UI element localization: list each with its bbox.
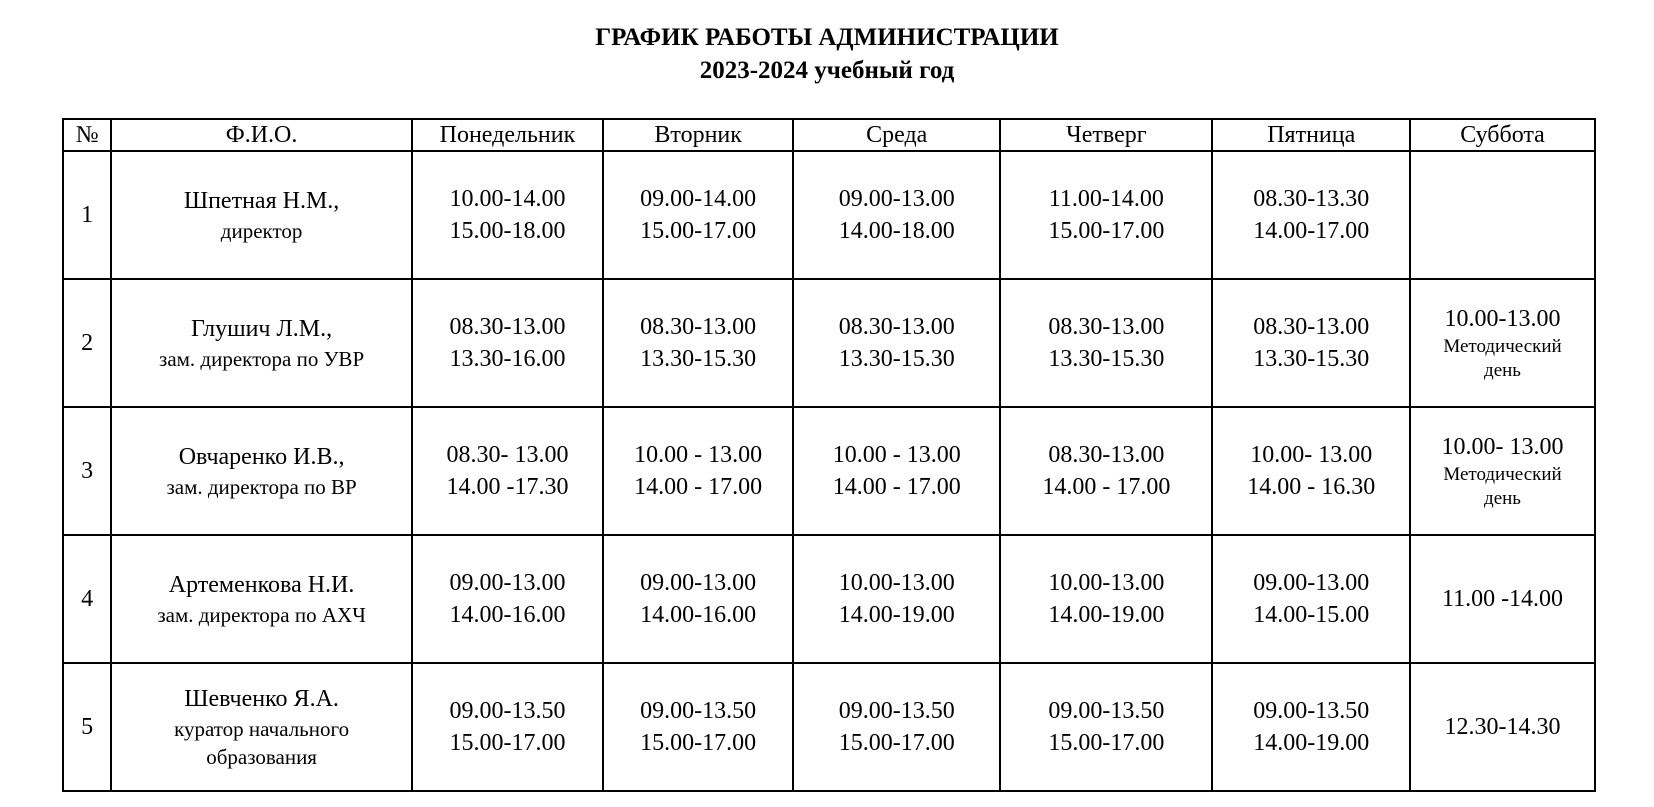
schedule-cell-friday [1212, 535, 1410, 663]
time-range: 09.00-13.00 [1253, 570, 1370, 596]
time-range: 14.00-19.00 [1253, 730, 1370, 756]
document-title: ГРАФИК РАБОТЫ АДМИНИСТРАЦИИ [595, 24, 1059, 51]
saturday-note: день [1484, 360, 1521, 381]
schedule-cell-friday [1212, 407, 1410, 535]
time-range: 15.00-17.00 [640, 730, 757, 756]
employee-position: зам. директора по АХЧ [157, 603, 366, 627]
time-range: 08.30-13.30 [1253, 186, 1370, 212]
time-range: 13.30-15.30 [1048, 346, 1165, 372]
time-range: 10.00-14.00 [449, 186, 566, 212]
employee-position: образования [206, 745, 317, 769]
employee-cell [111, 535, 412, 663]
employee-cell [111, 279, 412, 407]
time-range: 14.00 -17.30 [446, 474, 569, 500]
row-number: 4 [63, 535, 111, 663]
time-range: 15.00-18.00 [449, 218, 566, 244]
employee-cell [111, 663, 412, 791]
header-wednesday: Среда [793, 119, 1000, 151]
time-range: 11.00-14.00 [1048, 186, 1164, 212]
schedule-cell-tuesday [603, 279, 793, 407]
time-range: 09.00-14.00 [640, 186, 757, 212]
document-subtitle: 2023-2024 учебный год [699, 57, 955, 84]
saturday-note: день [1484, 488, 1521, 509]
schedule-body [63, 151, 1595, 791]
time-range: 14.00-19.00 [1048, 602, 1165, 628]
header-num: № [63, 119, 111, 151]
time-range: 08.30-13.00 [1253, 314, 1370, 340]
time-range: 09.00-13.50 [640, 698, 757, 724]
time-range: 09.00-13.00 [838, 186, 955, 212]
schedule-cell-friday [1212, 151, 1410, 279]
schedule-cell-wednesday [793, 151, 1000, 279]
time-range: 13.30-15.30 [640, 346, 757, 372]
schedule-cell-tuesday [603, 407, 793, 535]
time-range: 08.30-13.00 [640, 314, 757, 340]
schedule-cell-monday [412, 407, 603, 535]
time-range: 10.00-13.00 [1444, 306, 1561, 332]
time-range: 10.00-13.00 [1048, 570, 1165, 596]
header-saturday: Суббота [1410, 119, 1595, 151]
saturday-note: Методический [1443, 336, 1562, 357]
time-range: 14.00-15.00 [1253, 602, 1370, 628]
employee-position: зам. директора по УВР [159, 347, 365, 371]
schedule-cell-monday [412, 535, 603, 663]
schedule-cell-monday [412, 279, 603, 407]
schedule-cell-monday [412, 663, 603, 791]
time-range: 14.00 - 17.00 [1042, 474, 1171, 500]
time-range: 08.30- 13.00 [446, 442, 569, 468]
schedule-cell-wednesday [793, 407, 1000, 535]
header-tuesday: Вторник [603, 119, 793, 151]
table-row [63, 535, 1595, 663]
header-row [63, 119, 1595, 151]
employee-position: директор [220, 219, 303, 243]
header-thursday: Четверг [1000, 119, 1212, 151]
schedule-cell-saturday [1410, 407, 1595, 535]
schedule-cell-saturday [1410, 279, 1595, 407]
time-range: 13.30-15.30 [838, 346, 955, 372]
schedule-cell-tuesday [603, 151, 793, 279]
schedule-cell-saturday [1410, 151, 1595, 279]
time-range: 09.00-13.00 [640, 570, 757, 596]
header-friday: Пятница [1212, 119, 1410, 151]
time-range: 10.00- 13.00 [1441, 434, 1564, 460]
row-number: 3 [63, 407, 111, 535]
time-range: 10.00 - 13.00 [832, 442, 961, 468]
time-range: 14.00-16.00 [449, 602, 566, 628]
employee-name: Шпетная Н.М., [183, 188, 340, 214]
time-range: 12.30-14.30 [1444, 714, 1561, 740]
schedule-cell-friday [1212, 663, 1410, 791]
employee-position: куратор начального [174, 717, 350, 741]
time-range: 14.00-19.00 [838, 602, 955, 628]
time-range: 08.30-13.00 [838, 314, 955, 340]
time-range: 13.30-15.30 [1253, 346, 1370, 372]
schedule-cell-wednesday [793, 535, 1000, 663]
schedule-cell-tuesday [603, 663, 793, 791]
schedule-cell-saturday [1410, 663, 1595, 791]
time-range: 15.00-17.00 [838, 730, 955, 756]
schedule-cell-tuesday [603, 535, 793, 663]
table-row [63, 407, 1595, 535]
header-monday: Понедельник [412, 119, 603, 151]
table-row [63, 663, 1595, 791]
schedule-cell-thursday [1000, 279, 1212, 407]
time-range: 09.00-13.00 [449, 570, 566, 596]
schedule-cell-thursday [1000, 407, 1212, 535]
time-range: 14.00 - 17.00 [832, 474, 961, 500]
schedule-cell-friday [1212, 279, 1410, 407]
time-range: 13.30-16.00 [449, 346, 566, 372]
row-number: 2 [63, 279, 111, 407]
time-range: 15.00-17.00 [1048, 730, 1165, 756]
schedule-table [62, 118, 1596, 792]
time-range: 14.00-17.00 [1253, 218, 1370, 244]
saturday-note: Методический [1443, 464, 1562, 485]
schedule-cell-thursday [1000, 151, 1212, 279]
time-range: 08.30-13.00 [449, 314, 566, 340]
time-range: 09.00-13.50 [838, 698, 955, 724]
time-range: 14.00-16.00 [640, 602, 757, 628]
time-range: 15.00-17.00 [449, 730, 566, 756]
time-range: 10.00 - 13.00 [634, 442, 763, 468]
employee-name: Шевченко Я.А. [184, 686, 339, 712]
time-range: 15.00-17.00 [1048, 218, 1165, 244]
row-number: 5 [63, 663, 111, 791]
time-range: 09.00-13.50 [1253, 698, 1370, 724]
employee-name: Глушич Л.М., [191, 316, 333, 342]
schedule-cell-monday [412, 151, 603, 279]
time-range: 08.30-13.00 [1048, 314, 1165, 340]
employee-name: Артеменкова Н.И. [168, 572, 355, 598]
schedule-cell-thursday [1000, 663, 1212, 791]
time-range: 14.00-18.00 [838, 218, 955, 244]
schedule-cell-wednesday [793, 279, 1000, 407]
time-range: 08.30-13.00 [1048, 442, 1165, 468]
employee-name: Овчаренко И.В., [178, 444, 345, 470]
time-range: 09.00-13.50 [1048, 698, 1165, 724]
employee-cell [111, 407, 412, 535]
time-range: 09.00-13.50 [449, 698, 566, 724]
time-range: 14.00 - 16.30 [1247, 474, 1376, 500]
table-row [63, 151, 1595, 279]
table-row [63, 279, 1595, 407]
schedule-cell-saturday [1410, 535, 1595, 663]
time-range: 15.00-17.00 [640, 218, 757, 244]
time-range: 14.00 - 17.00 [634, 474, 763, 500]
schedule-cell-thursday [1000, 535, 1212, 663]
employee-position: зам. директора по ВР [166, 475, 357, 499]
time-range: 11.00 -14.00 [1441, 586, 1564, 612]
header-fio: Ф.И.О. [111, 119, 412, 151]
time-range: 10.00-13.00 [838, 570, 955, 596]
schedule-cell-wednesday [793, 663, 1000, 791]
row-number: 1 [63, 151, 111, 279]
time-range: 10.00- 13.00 [1250, 442, 1373, 468]
employee-cell [111, 151, 412, 279]
